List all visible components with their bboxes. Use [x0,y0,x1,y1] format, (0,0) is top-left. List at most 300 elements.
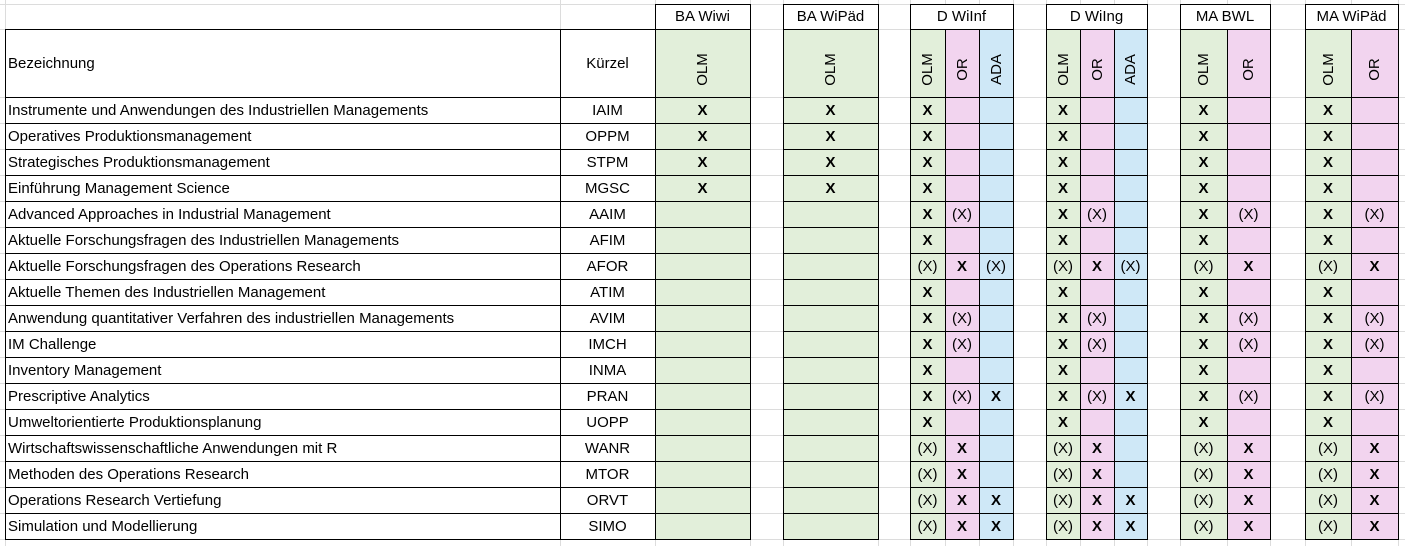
cell-mark[interactable] [910,383,945,409]
cell-mark[interactable] [1351,461,1398,487]
border-horizontal [1305,253,1399,254]
cell-mark[interactable] [1180,123,1227,149]
cell-mark[interactable] [1351,149,1398,175]
cell-mark[interactable] [1080,279,1114,305]
cell-mark[interactable] [1114,227,1147,253]
border-horizontal [655,487,751,488]
cell-module-code[interactable] [560,97,655,123]
border-horizontal [1180,29,1271,30]
cell-mark[interactable] [1080,97,1114,123]
cell-mark[interactable] [910,487,945,513]
cell-mark[interactable] [1305,227,1351,253]
cell-mark[interactable] [910,409,945,435]
group-header[interactable] [1180,4,1270,29]
cell-mark[interactable] [910,97,945,123]
cell-mark[interactable] [979,383,1013,409]
cell-mark[interactable] [979,279,1013,305]
cell-mark[interactable] [1080,487,1114,513]
cell-module-name[interactable] [5,383,560,409]
cell-mark[interactable] [655,253,750,279]
cell-mark[interactable] [979,175,1013,201]
mark-value: (X) [1120,257,1141,275]
cell-mark[interactable] [655,201,750,227]
cell-module-code[interactable] [560,279,655,305]
cell-mark[interactable] [655,97,750,123]
cell-mark[interactable] [1080,513,1114,539]
cell-mark[interactable] [945,409,979,435]
cell-module-name[interactable] [5,97,560,123]
cell-mark[interactable] [945,201,979,227]
subheader-or[interactable] [945,29,979,97]
cell-module-name[interactable] [5,175,560,201]
cell-mark[interactable] [1351,487,1398,513]
mark-value: X [697,153,708,171]
cell-mark[interactable] [1227,409,1270,435]
cell-mark[interactable] [655,461,750,487]
subheader-olm[interactable] [655,29,750,97]
cell-module-code[interactable] [560,253,655,279]
cell-mark[interactable] [1080,227,1114,253]
cell-mark[interactable] [945,461,979,487]
cell-mark[interactable] [910,461,945,487]
cell-mark[interactable] [979,149,1013,175]
cell-mark[interactable] [945,123,979,149]
cell-mark[interactable] [1114,279,1147,305]
cell-mark[interactable] [1227,123,1270,149]
cell-mark[interactable] [945,97,979,123]
cell-mark[interactable] [1227,513,1270,539]
cell-mark[interactable] [783,253,878,279]
cell-module-code[interactable] [560,461,655,487]
mark-value: X [1057,283,1068,301]
mark-value: (X) [1364,387,1385,405]
cell-mark[interactable] [1305,409,1351,435]
cell-mark[interactable] [1114,97,1147,123]
subheader-or[interactable] [1227,29,1270,97]
cell-mark[interactable] [1080,175,1114,201]
cell-mark[interactable] [1046,175,1080,201]
cell-mark[interactable] [783,383,878,409]
cell-module-name[interactable] [5,305,560,331]
cell-mark[interactable] [1080,123,1114,149]
cell-mark[interactable] [1180,175,1227,201]
cell-mark[interactable] [945,279,979,305]
subheader-olm[interactable] [1180,29,1227,97]
cell-mark[interactable] [1114,123,1147,149]
cell-mark[interactable] [1046,227,1080,253]
cell-mark[interactable] [910,331,945,357]
group-header[interactable] [783,4,878,29]
cell-mark[interactable] [1180,461,1227,487]
cell-mark[interactable] [1351,435,1398,461]
mark-value: (X) [1053,517,1073,535]
mark-value: (X) [1364,309,1385,327]
border-horizontal [1305,29,1399,30]
cell-mark[interactable] [1351,253,1398,279]
cell-mark[interactable] [910,357,945,383]
cell-module-name[interactable] [5,435,560,461]
cell-module-code[interactable] [560,357,655,383]
cell-mark[interactable] [1227,97,1270,123]
cell-mark[interactable] [1046,513,1080,539]
cell-mark[interactable] [1305,201,1351,227]
cell-mark[interactable] [655,175,750,201]
cell-mark[interactable] [1351,123,1398,149]
cell-module-code[interactable] [560,175,655,201]
group-header-label: MA BWL [1195,8,1255,25]
cell-mark[interactable] [945,383,979,409]
cell-mark[interactable] [945,227,979,253]
subheader-olm[interactable] [910,29,945,97]
group-header[interactable] [1046,4,1147,29]
cell-mark[interactable] [1305,357,1351,383]
cell-mark[interactable] [1351,513,1398,539]
mark-value: (X) [1053,465,1073,483]
cell-mark[interactable] [1114,513,1147,539]
cell-mark[interactable] [1046,305,1080,331]
cell-mark[interactable] [783,357,878,383]
module-name: Umweltorientierte Produktionsplanung [8,413,262,431]
cell-mark[interactable] [1180,253,1227,279]
cell-mark[interactable] [783,305,878,331]
cell-mark[interactable] [1227,227,1270,253]
cell-mark[interactable] [655,383,750,409]
cell-mark[interactable] [979,409,1013,435]
cell-mark[interactable] [1180,331,1227,357]
cell-mark[interactable] [979,123,1013,149]
cell-mark[interactable] [783,175,878,201]
cell-mark[interactable] [1305,435,1351,461]
cell-mark[interactable] [783,331,878,357]
cell-module-code[interactable] [560,331,655,357]
mark-value: X [1091,257,1102,275]
cell-mark[interactable] [1080,409,1114,435]
group-header[interactable] [910,4,1013,29]
cell-mark[interactable] [1180,487,1227,513]
mark-value: X [1125,491,1136,509]
cell-mark[interactable] [945,331,979,357]
cell-mark[interactable] [1114,487,1147,513]
cell-mark[interactable] [1305,149,1351,175]
cell-module-name[interactable] [5,253,560,279]
cell-mark[interactable] [655,279,750,305]
cell-mark[interactable] [945,357,979,383]
mark-value: X [1322,309,1333,327]
cell-mark[interactable] [979,461,1013,487]
cell-mark[interactable] [1046,409,1080,435]
cell-mark[interactable] [1046,435,1080,461]
cell-mark[interactable] [783,409,878,435]
cell-mark[interactable] [655,227,750,253]
cell-mark[interactable] [979,357,1013,383]
cell-mark[interactable] [1114,253,1147,279]
cell-mark[interactable] [655,305,750,331]
header-kuerzel[interactable] [560,29,655,97]
cell-mark[interactable] [1305,175,1351,201]
cell-mark[interactable] [945,435,979,461]
border-horizontal [1305,357,1399,358]
cell-mark[interactable] [910,123,945,149]
subheader-ada[interactable] [979,29,1013,97]
cell-mark[interactable] [655,435,750,461]
cell-mark[interactable] [979,305,1013,331]
cell-mark[interactable] [1180,409,1227,435]
cell-mark[interactable] [1305,279,1351,305]
cell-mark[interactable] [1080,253,1114,279]
cell-mark[interactable] [1305,383,1351,409]
cell-mark[interactable] [783,513,878,539]
cell-mark[interactable] [1046,97,1080,123]
cell-mark[interactable] [1227,253,1270,279]
mark-value: X [956,465,967,483]
cell-mark[interactable] [1114,409,1147,435]
subheader-olm[interactable] [1046,29,1080,97]
cell-mark[interactable] [979,487,1013,513]
cell-mark[interactable] [1180,227,1227,253]
border-vertical [979,29,980,539]
group-header[interactable] [655,4,750,29]
cell-mark[interactable] [783,97,878,123]
border-horizontal [1046,149,1148,150]
cell-mark[interactable] [979,97,1013,123]
cell-mark[interactable] [1114,435,1147,461]
cell-mark[interactable] [1305,513,1351,539]
cell-module-code[interactable] [560,487,655,513]
cell-mark[interactable] [910,227,945,253]
cell-mark[interactable] [1305,461,1351,487]
cell-mark[interactable] [1114,357,1147,383]
cell-module-name[interactable] [5,513,560,539]
cell-module-name[interactable] [5,461,560,487]
cell-mark[interactable] [1351,175,1398,201]
cell-mark[interactable] [1227,279,1270,305]
cell-mark[interactable] [1114,461,1147,487]
cell-mark[interactable] [1227,175,1270,201]
cell-module-name[interactable] [5,227,560,253]
cell-mark[interactable] [979,227,1013,253]
cell-mark[interactable] [1180,305,1227,331]
cell-mark[interactable] [1305,253,1351,279]
cell-module-code[interactable] [560,201,655,227]
cell-mark[interactable] [655,513,750,539]
cell-mark[interactable] [1305,305,1351,331]
cell-module-code[interactable] [560,149,655,175]
cell-mark[interactable] [1046,123,1080,149]
cell-mark[interactable] [979,201,1013,227]
cell-mark[interactable] [783,487,878,513]
cell-mark[interactable] [1227,149,1270,175]
border-horizontal [783,279,879,280]
border-horizontal [910,357,1014,358]
subheader-or[interactable] [1080,29,1114,97]
cell-module-name[interactable] [5,123,560,149]
cell-mark[interactable] [783,149,878,175]
cell-mark[interactable] [1114,383,1147,409]
cell-module-name[interactable] [5,331,560,357]
cell-mark[interactable] [1080,201,1114,227]
cell-module-code[interactable] [560,227,655,253]
subheader-olm[interactable] [1305,29,1351,97]
cell-module-code[interactable] [560,513,655,539]
cell-mark[interactable] [1351,331,1398,357]
cell-mark[interactable] [910,253,945,279]
border-horizontal [783,513,879,514]
cell-mark[interactable] [1114,331,1147,357]
cell-mark[interactable] [1046,357,1080,383]
cell-mark[interactable] [1080,435,1114,461]
subheader-label: ADA [1122,54,1139,85]
cell-mark[interactable] [1305,97,1351,123]
cell-mark[interactable] [1080,357,1114,383]
cell-mark[interactable] [783,435,878,461]
cell-module-code[interactable] [560,123,655,149]
border-horizontal [1305,123,1399,124]
cell-mark[interactable] [979,513,1013,539]
cell-mark[interactable] [1180,513,1227,539]
cell-mark[interactable] [1305,123,1351,149]
cell-mark[interactable] [1351,97,1398,123]
border-horizontal [1305,383,1399,384]
subheader-or[interactable] [1351,29,1398,97]
mark-value: X [922,361,933,379]
cell-mark[interactable] [1046,383,1080,409]
cell-mark[interactable] [945,149,979,175]
module-name: Anwendung quantitativer Verfahren des industriellen Managements [8,309,455,327]
cell-mark[interactable] [1227,435,1270,461]
cell-mark[interactable] [655,331,750,357]
mark-value: X [1243,491,1254,509]
cell-mark[interactable] [1180,357,1227,383]
cell-module-name[interactable] [5,357,560,383]
mark-value: X [1198,309,1209,327]
cell-mark[interactable] [655,487,750,513]
cell-mark[interactable] [910,149,945,175]
cell-mark[interactable] [1114,201,1147,227]
cell-mark[interactable] [1114,305,1147,331]
cell-mark[interactable] [910,175,945,201]
cell-mark[interactable] [1046,279,1080,305]
cell-mark[interactable] [1180,435,1227,461]
cell-mark[interactable] [783,201,878,227]
cell-mark[interactable] [1351,201,1398,227]
cell-mark[interactable] [1227,331,1270,357]
header-bezeichnung[interactable] [5,29,560,97]
cell-mark[interactable] [910,279,945,305]
cell-mark[interactable] [1305,331,1351,357]
cell-mark[interactable] [979,435,1013,461]
border-horizontal [783,253,879,254]
cell-module-code[interactable] [560,305,655,331]
cell-mark[interactable] [1180,201,1227,227]
cell-mark[interactable] [910,305,945,331]
cell-mark[interactable] [1351,227,1398,253]
cell-mark[interactable] [655,409,750,435]
border-horizontal [1180,227,1271,228]
cell-mark[interactable] [1180,279,1227,305]
cell-mark[interactable] [910,201,945,227]
cell-mark[interactable] [1046,461,1080,487]
border-horizontal [655,305,751,306]
cell-mark[interactable] [979,331,1013,357]
cell-mark[interactable] [910,435,945,461]
cell-mark[interactable] [945,305,979,331]
module-name: Aktuelle Themen des Industriellen Management [8,283,326,301]
cell-module-code[interactable] [560,435,655,461]
cell-mark[interactable] [979,253,1013,279]
border-horizontal [783,4,879,5]
cell-mark[interactable] [1080,383,1114,409]
cell-mark[interactable] [945,487,979,513]
cell-module-code[interactable] [560,409,655,435]
cell-module-code[interactable] [560,383,655,409]
cell-mark[interactable] [655,357,750,383]
cell-mark[interactable] [1227,461,1270,487]
cell-mark[interactable] [783,227,878,253]
cell-mark[interactable] [655,123,750,149]
cell-mark[interactable] [783,461,878,487]
cell-mark[interactable] [783,123,878,149]
cell-mark[interactable] [1080,305,1114,331]
cell-mark[interactable] [1351,383,1398,409]
subheader-ada[interactable] [1114,29,1147,97]
cell-mark[interactable] [1080,149,1114,175]
cell-mark[interactable] [1351,279,1398,305]
subheader-olm[interactable] [783,29,878,97]
cell-mark[interactable] [1046,253,1080,279]
cell-mark[interactable] [945,253,979,279]
cell-mark[interactable] [1227,383,1270,409]
cell-mark[interactable] [1305,487,1351,513]
cell-mark[interactable] [655,149,750,175]
mark-value: (X) [1318,439,1338,457]
mark-value: X [956,439,967,457]
cell-module-name[interactable] [5,149,560,175]
cell-mark[interactable] [1046,487,1080,513]
cell-module-name[interactable] [5,487,560,513]
cell-mark[interactable] [1180,383,1227,409]
cell-mark[interactable] [1114,175,1147,201]
cell-mark[interactable] [1351,305,1398,331]
cell-mark[interactable] [1046,201,1080,227]
cell-mark[interactable] [1180,97,1227,123]
cell-mark[interactable] [1180,149,1227,175]
cell-module-name[interactable] [5,201,560,227]
cell-mark[interactable] [1227,305,1270,331]
cell-module-name[interactable] [5,279,560,305]
group-header[interactable] [1305,4,1398,29]
cell-module-name[interactable] [5,409,560,435]
border-horizontal [1180,97,1271,98]
mark-value: X [1322,101,1333,119]
cell-mark[interactable] [945,513,979,539]
cell-mark[interactable] [1114,149,1147,175]
cell-mark[interactable] [1080,461,1114,487]
cell-mark[interactable] [1227,201,1270,227]
cell-mark[interactable] [1227,487,1270,513]
cell-mark[interactable] [783,279,878,305]
cell-mark[interactable] [910,513,945,539]
cell-mark[interactable] [945,175,979,201]
border-horizontal [5,175,656,176]
cell-mark[interactable] [1351,357,1398,383]
cell-mark[interactable] [1080,331,1114,357]
border-horizontal [1305,201,1399,202]
cell-mark[interactable] [1351,409,1398,435]
border-horizontal [910,123,1014,124]
cell-mark[interactable] [1227,357,1270,383]
cell-mark[interactable] [1046,149,1080,175]
cell-mark[interactable] [1046,331,1080,357]
